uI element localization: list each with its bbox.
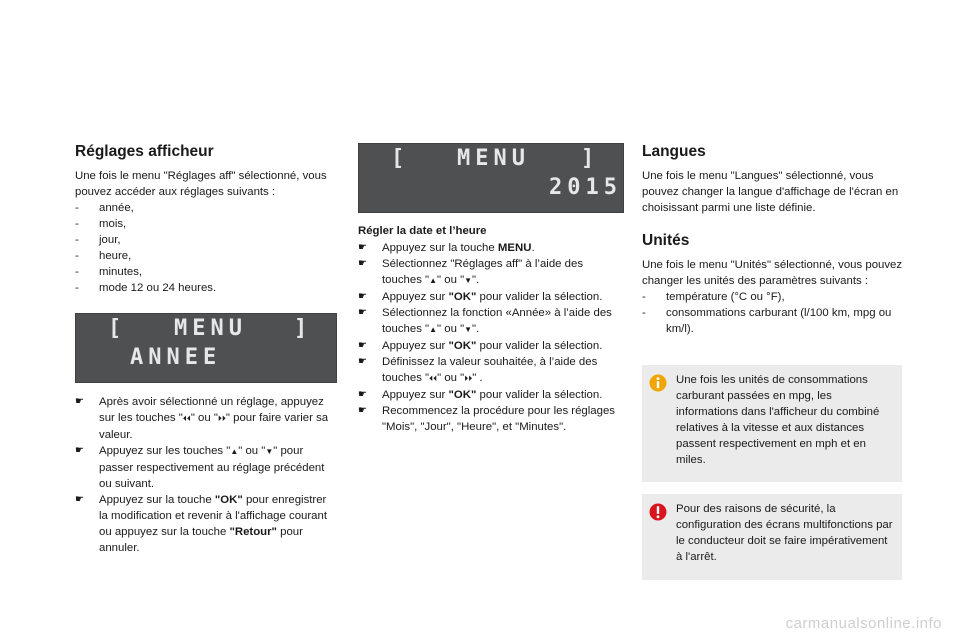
list-item: - mois, <box>75 216 337 232</box>
down-arrow-icon: ▼ <box>464 325 473 334</box>
subheading-date-time: Régler la date et l’heure <box>358 225 487 237</box>
list-item: - minutes, <box>75 264 337 280</box>
list-item: - année, <box>75 200 337 216</box>
paragraph-units: Une fois le menu "Unités" sélectionné, vous pouvez changer les unités des paramètres suivants : <box>642 259 903 287</box>
step-marker-icon: ☛ <box>358 307 367 318</box>
lcd-screen-year <box>358 143 624 213</box>
lcd-bracket-right: ] <box>581 146 600 171</box>
step-item: ☛ Appuyez sur les touches "▲" ou "▼" pour passer respectivement au réglage précédent ou suivant. <box>75 445 325 490</box>
info-box <box>642 365 902 482</box>
lcd-screen-annee <box>75 313 337 383</box>
down-arrow-icon: ▼ <box>464 276 473 285</box>
up-arrow-icon: ▲ <box>429 276 438 285</box>
column-date-time <box>358 223 622 435</box>
step-marker-icon: ☛ <box>358 258 367 269</box>
fast-forward-icon: ⏵⏵ <box>217 414 226 423</box>
list-item: - température (°C ou °F), <box>642 289 904 305</box>
info-icon <box>649 374 667 392</box>
fast-forward-icon: ⏵⏵ <box>464 374 473 383</box>
step-marker-icon: ☛ <box>358 405 367 416</box>
lcd-bracket-right: ] <box>294 316 313 341</box>
lcd-menu-label: MENU <box>457 146 530 171</box>
up-arrow-icon: ▲ <box>230 447 239 456</box>
step-item: ☛ Appuyez sur "OK" pour valider la sélection. <box>358 291 603 303</box>
section-heading-languages: Langues <box>642 143 706 160</box>
list-item: - consommations carburant (l/100 km, mpg ou km/l). <box>642 305 904 337</box>
warning-icon <box>649 503 667 521</box>
step-item: ☛ Sélectionnez "Réglages aff" à l’aide des touches "▲" ou "▼". <box>358 258 584 286</box>
list-item: - heure, <box>75 248 337 264</box>
column-display-settings <box>75 142 337 296</box>
footer-watermark: carmanualsonline.info <box>785 615 942 632</box>
section-heading-units: Unités <box>642 232 690 249</box>
step-marker-icon: ☛ <box>358 291 367 302</box>
down-arrow-icon: ▼ <box>265 447 274 456</box>
step-marker-icon: ☛ <box>75 396 84 407</box>
paragraph-languages: Une fois le menu "Langues" sélectionné, vous pouvez changer la langue d'affichage de l'écran en choisissant parmi une liste définie. <box>642 170 899 214</box>
lcd-menu-label: MENU <box>174 316 247 341</box>
section-heading-display: Réglages afficheur <box>75 143 214 160</box>
step-item: ☛ Définissez la valeur souhaitée, à l’aide des touches "⏴⏴" ou "⏵⏵" . <box>358 356 598 384</box>
lcd-value: 2015 <box>549 175 622 200</box>
list-item: - jour, <box>75 232 337 248</box>
units-list <box>642 289 904 337</box>
step-marker-icon: ☛ <box>358 356 367 367</box>
lcd-value: ANNEE <box>130 345 222 370</box>
intro-display: Une fois le menu "Réglages aff" sélectionné, vous pouvez accéder aux réglages suivants : <box>75 170 327 198</box>
column-languages-units <box>642 142 904 337</box>
warning-box <box>642 494 902 580</box>
step-marker-icon: ☛ <box>358 389 367 400</box>
lcd-bracket-left: [ <box>391 146 410 171</box>
list-item: - mode 12 ou 24 heures. <box>75 280 337 296</box>
step-item: ☛ Après avoir sélectionné un réglage, appuyez sur les touches "⏴⏴" ou "⏵⏵" pour faire varier sa valeur. <box>75 396 329 441</box>
up-arrow-icon: ▲ <box>429 325 438 334</box>
steps-list <box>75 394 337 556</box>
step-item: ☛ Appuyez sur la touche "OK" pour enregistrer la modification et revenir à l'affichage courant ou appuyez sur la touche "Retour" pour annuler. <box>75 494 328 554</box>
column-display-steps <box>75 394 337 556</box>
rewind-icon: ⏴⏴ <box>429 374 438 383</box>
step-item: ☛ Appuyez sur "OK" pour valider la sélection. <box>358 389 603 401</box>
info-text: Une fois les unités de consommations carburant passées en mpg, les informations dans l'afficheur du combiné relatives à la vitesse et aux distances passent respectivement en mph et en miles. <box>676 374 880 466</box>
step-marker-icon: ☛ <box>75 445 84 456</box>
step-marker-icon: ☛ <box>75 494 84 505</box>
rewind-icon: ⏴⏴ <box>182 414 191 423</box>
step-item: ☛ Appuyez sur la touche MENU. <box>358 242 535 254</box>
step-item: ☛ Sélectionnez la fonction «Année» à l’aide des touches "▲" ou "▼". <box>358 307 612 335</box>
step-item: ☛ Recommencez la procédure pour les réglages "Mois", "Jour", "Heure", et "Minutes". <box>358 405 615 433</box>
lcd-bracket-left: [ <box>108 316 127 341</box>
display-settings-list <box>75 200 337 296</box>
step-item: ☛ Appuyez sur "OK" pour valider la sélection. <box>358 340 603 352</box>
warning-text: Pour des raisons de sécurité, la configuration des écrans multifonctions par le conducteur doit se faire impérativement à l'arrêt. <box>676 503 893 563</box>
step-marker-icon: ☛ <box>358 242 367 253</box>
date-steps-list <box>358 240 622 435</box>
step-marker-icon: ☛ <box>358 340 367 351</box>
